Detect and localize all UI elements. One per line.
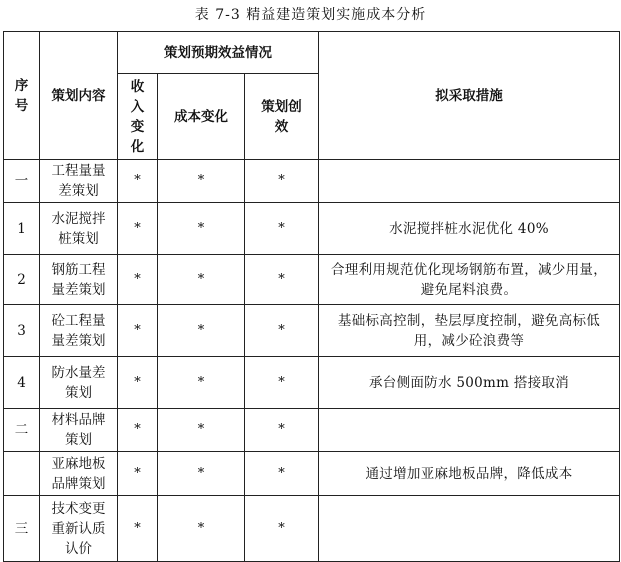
row-no: 1 xyxy=(4,203,40,255)
row-no: 一 xyxy=(4,160,40,203)
row-benefit: * xyxy=(245,357,319,409)
row-benefit: * xyxy=(245,160,319,203)
row-income: * xyxy=(118,409,158,452)
row-income: * xyxy=(118,203,158,255)
header-benefit-group: 策划预期效益情况 xyxy=(118,32,319,74)
row-content: 亚麻地板品牌策划 xyxy=(40,452,118,496)
row-income: * xyxy=(118,452,158,496)
row-content: 水泥搅拌桩策划 xyxy=(40,203,118,255)
row-cost: * xyxy=(158,160,245,203)
row-measure xyxy=(319,409,620,452)
row-cost: * xyxy=(158,255,245,305)
table-row xyxy=(4,305,620,357)
row-content: 钢筋工程量差策划 xyxy=(40,255,118,305)
table-row xyxy=(4,255,620,305)
row-benefit: * xyxy=(245,255,319,305)
table-row xyxy=(4,357,620,409)
row-cost: * xyxy=(158,452,245,496)
row-measure: 通过增加亚麻地板品牌，降低成本 xyxy=(319,452,620,496)
row-benefit: * xyxy=(245,409,319,452)
row-content: 防水量差策划 xyxy=(40,357,118,409)
row-cost: * xyxy=(158,203,245,255)
row-measure: 基础标高控制，垫层厚度控制，避免高标低用，减少砼浪费等 xyxy=(319,305,620,357)
row-no xyxy=(4,452,40,496)
row-cost: * xyxy=(158,409,245,452)
row-content: 砼工程量量差策划 xyxy=(40,305,118,357)
row-benefit: * xyxy=(245,496,319,562)
row-no: 二 xyxy=(4,409,40,452)
row-income: * xyxy=(118,160,158,203)
header-row-1 xyxy=(4,32,620,74)
row-content: 材料品牌策划 xyxy=(40,409,118,452)
row-no: 三 xyxy=(4,496,40,562)
header-planning-benefit: 策划创效 xyxy=(245,74,319,160)
row-income: * xyxy=(118,496,158,562)
header-content: 策划内容 xyxy=(40,32,118,160)
row-measure: 合理利用规范优化现场钢筋布置，减少用量，避免尾料浪费。 xyxy=(319,255,620,305)
cost-analysis-table xyxy=(3,31,620,562)
table-row xyxy=(4,496,620,562)
header-measures: 拟采取措施 xyxy=(319,32,620,160)
header-income-change: 收入变化 xyxy=(118,74,158,160)
row-measure: 水泥搅拌桩水泥优化 40% xyxy=(319,203,620,255)
table-caption: 表 7-3 精益建造策划实施成本分析 xyxy=(194,7,427,23)
row-measure: 承台侧面防水 500mm 搭接取消 xyxy=(319,357,620,409)
row-no: 3 xyxy=(4,305,40,357)
row-content: 技术变更重新认质认价 xyxy=(40,496,118,562)
row-income: * xyxy=(118,305,158,357)
row-cost: * xyxy=(158,305,245,357)
header-no: 序号 xyxy=(4,32,40,160)
header-cost-change: 成本变化 xyxy=(158,74,245,160)
table-row xyxy=(4,409,620,452)
row-cost: * xyxy=(158,496,245,562)
table-row xyxy=(4,203,620,255)
table-row xyxy=(4,452,620,496)
row-benefit: * xyxy=(245,305,319,357)
row-no: 2 xyxy=(4,255,40,305)
row-measure xyxy=(319,496,620,562)
row-measure xyxy=(319,160,620,203)
row-income: * xyxy=(118,357,158,409)
table-row xyxy=(4,160,620,203)
row-income: * xyxy=(118,255,158,305)
row-cost: * xyxy=(158,357,245,409)
row-content: 工程量量差策划 xyxy=(40,160,118,203)
row-benefit: * xyxy=(245,452,319,496)
row-no: 4 xyxy=(4,357,40,409)
row-benefit: * xyxy=(245,203,319,255)
